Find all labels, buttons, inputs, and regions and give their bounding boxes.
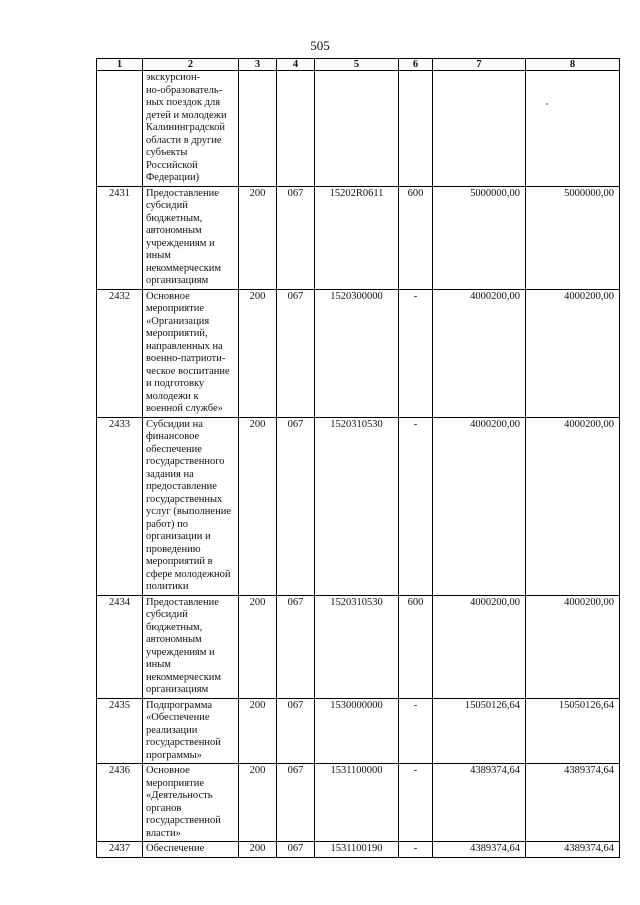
col-7-amount: 4000200,00 [433, 289, 526, 417]
column-header: 8 [526, 59, 620, 71]
col-5-value: 1531100190 [315, 842, 399, 858]
table-row [97, 71, 620, 187]
table-row [97, 698, 620, 764]
col-4-value: 067 [277, 417, 315, 595]
row-number: 2433 [97, 417, 143, 595]
column-header: 2 [143, 59, 239, 71]
table-row [97, 289, 620, 417]
col-4-value: 067 [277, 698, 315, 764]
col-8-amount: 4000200,00 [526, 595, 620, 698]
row-name: Основное мероприятие «Организация мероприятий, направленных на военно-патриоти- ческое воспитание и подготовку молодежи к военной службе» [143, 289, 239, 417]
row-name: Обеспечение [143, 842, 239, 858]
col-5-value: 1531100000 [315, 764, 399, 842]
col-3-value [239, 71, 277, 187]
col-7-amount: 4000200,00 [433, 417, 526, 595]
col-6-value: 600 [399, 595, 433, 698]
column-header: 4 [277, 59, 315, 71]
scan-speck [546, 103, 548, 105]
col-7-amount: 5000000,00 [433, 186, 526, 289]
col-5-value: 15202R0611 [315, 186, 399, 289]
col-3-value: 200 [239, 842, 277, 858]
col-8-amount [526, 71, 620, 187]
col-6-value [399, 71, 433, 187]
col-7-amount: 4000200,00 [433, 595, 526, 698]
column-header: 6 [399, 59, 433, 71]
col-4-value: 067 [277, 289, 315, 417]
row-number [97, 71, 143, 187]
col-7-amount: 4389374,64 [433, 764, 526, 842]
page-number: 505 [310, 38, 330, 53]
col-8-amount: 5000000,00 [526, 186, 620, 289]
col-8-amount: 4389374,64 [526, 842, 620, 858]
header-row [97, 59, 620, 71]
row-number: 2431 [97, 186, 143, 289]
table-row [97, 764, 620, 842]
col-8-amount: 4000200,00 [526, 289, 620, 417]
row-number: 2432 [97, 289, 143, 417]
col-4-value: 067 [277, 595, 315, 698]
col-3-value: 200 [239, 186, 277, 289]
column-header: 3 [239, 59, 277, 71]
column-header: 7 [433, 59, 526, 71]
col-8-amount: 15050126,64 [526, 698, 620, 764]
col-6-value: - [399, 842, 433, 858]
col-3-value: 200 [239, 289, 277, 417]
col-3-value: 200 [239, 764, 277, 842]
row-number: 2435 [97, 698, 143, 764]
col-6-value: - [399, 698, 433, 764]
row-name: Основное мероприятие «Деятельность органов государственной власти» [143, 764, 239, 842]
table-row [97, 186, 620, 289]
col-5-value: 1530000000 [315, 698, 399, 764]
row-number: 2434 [97, 595, 143, 698]
col-4-value [277, 71, 315, 187]
col-5-value: 1520310530 [315, 595, 399, 698]
col-6-value: 600 [399, 186, 433, 289]
col-6-value: - [399, 764, 433, 842]
table-row [97, 595, 620, 698]
col-8-amount: 4000200,00 [526, 417, 620, 595]
col-8-amount: 4389374,64 [526, 764, 620, 842]
table-row [97, 417, 620, 595]
col-3-value: 200 [239, 417, 277, 595]
budget-table [96, 58, 620, 858]
col-4-value: 067 [277, 186, 315, 289]
col-5-value: 1520310530 [315, 417, 399, 595]
col-7-amount: 4389374,64 [433, 842, 526, 858]
col-6-value: - [399, 417, 433, 595]
row-name: Предоставление субсидий бюджетным, автономным учреждениям и иным некоммерческим организациям [143, 595, 239, 698]
col-7-amount: 15050126,64 [433, 698, 526, 764]
col-3-value: 200 [239, 595, 277, 698]
column-header: 1 [97, 59, 143, 71]
row-number: 2437 [97, 842, 143, 858]
col-7-amount [433, 71, 526, 187]
row-name: Подпрограмма «Обеспечение реализации государственной программы» [143, 698, 239, 764]
col-3-value: 200 [239, 698, 277, 764]
col-4-value: 067 [277, 842, 315, 858]
column-header: 5 [315, 59, 399, 71]
col-4-value: 067 [277, 764, 315, 842]
row-name: экскурсион- но-образователь- ных поездок для детей и молодежи Калининградской области в другие субъекты Российской Федерации) [143, 71, 239, 187]
col-5-value: 1520300000 [315, 289, 399, 417]
table-row [97, 842, 620, 858]
col-5-value [315, 71, 399, 187]
row-name: Предоставление субсидий бюджетным, автономным учреждениям и иным некоммерческим организациям [143, 186, 239, 289]
table-body [97, 71, 620, 858]
row-name: Субсидии на финансовое обеспечение государственного задания на предоставление государственных услуг (выполнение работ) по организации и проведению мероприятий в сфере молодежной политики [143, 417, 239, 595]
col-6-value: - [399, 289, 433, 417]
row-number: 2436 [97, 764, 143, 842]
